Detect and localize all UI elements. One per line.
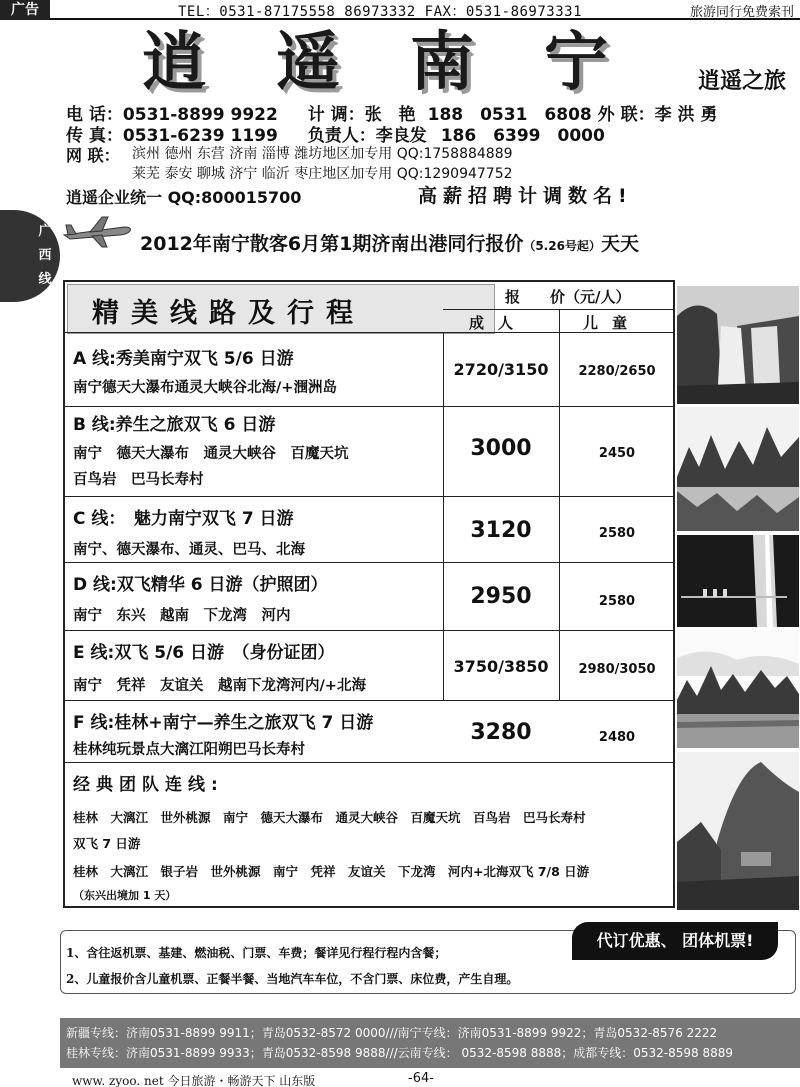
- promo-badge: 代订优惠、 团体机票!: [572, 922, 778, 960]
- side-tab-char: 西: [38, 248, 52, 263]
- hiring-notice: 高薪招聘计调数名!: [418, 185, 633, 207]
- child-price: 2450: [598, 446, 636, 461]
- night-waterfall-photo: [677, 535, 799, 627]
- operator-phone: 188 0531 6808: [427, 105, 592, 125]
- operator-name: 张 艳: [364, 105, 416, 125]
- divider: [65, 762, 675, 763]
- footer-line: 新疆专线：济南0531-8899 9911；青岛0532-8572 0000///南宁专线：济南0531-8899 9922；青岛0532-8576 2222: [66, 1026, 718, 1040]
- route-desc: 南宁、德天瀑布、通灵、巴马、北海: [73, 542, 305, 558]
- manager-phone: 186 6399 0000: [440, 126, 605, 146]
- fax-number: 0531-6239 1199: [122, 126, 278, 146]
- route-title: E 线:双飞 5/6 日游 （身份证团）: [73, 643, 335, 663]
- route-title: A 线:秀美南宁双飞 5/6 日游: [73, 349, 294, 369]
- child-price: 2580: [598, 594, 636, 609]
- divider: [65, 700, 675, 701]
- network-line: 莱芜 泰安 聊城 济宁 临沂 枣庄地区加专用 QQ:1290947752: [132, 166, 513, 182]
- child-header: 儿童: [583, 314, 642, 332]
- brand-subtitle: 逍遥之旅: [697, 69, 786, 94]
- side-tab-char: 线: [38, 272, 52, 287]
- manager-label: 负责人：: [307, 126, 376, 146]
- classic-note: （东兴出境加 1 天）: [73, 889, 177, 902]
- classic-line: 桂林 大漓江 银子岩 世外桃源 南宁 凭祥 友谊关 下龙湾 河内+北海双飞 7/8 日游: [73, 864, 590, 879]
- adult-price: 2950: [470, 584, 532, 609]
- headline-tail: 天天: [600, 233, 639, 255]
- divider: [65, 562, 675, 563]
- external-name: 李 洪 勇: [654, 105, 718, 125]
- child-price: 2980/3050: [578, 662, 656, 677]
- divider: [65, 496, 675, 497]
- route-desc: 百鸟岩 巴马长寿村: [73, 472, 204, 488]
- karst-peaks-photo: [677, 630, 799, 748]
- price-header: 报 价（元/人）: [505, 288, 631, 306]
- route-title: D 线:双飞精华 6 日游（护照团）: [73, 575, 328, 595]
- operator-label: 计 调：: [307, 105, 365, 125]
- route-desc: 南宁德天大瀑布通灵大峡谷北海/+涠洲岛: [73, 380, 337, 396]
- adult-price: 3750/3850: [453, 657, 549, 676]
- child-price: 2280/2650: [578, 364, 656, 379]
- brand-header: [62, 24, 796, 100]
- divider: [443, 332, 444, 700]
- mountain-village-photo: [677, 752, 799, 910]
- adult-price: 3280: [470, 720, 532, 745]
- headline: [140, 229, 639, 256]
- fax-label: 传 真：: [66, 126, 123, 146]
- airplane-icon: [62, 213, 132, 249]
- footer-line: 桂林专线：济南0531-8899 9933；青岛0532-8598 9888///云南专线： 0532-8598 8888；成都专线：0532-8598 8889: [66, 1046, 733, 1060]
- divider: [65, 630, 675, 631]
- child-price: 2480: [598, 730, 636, 745]
- brand-title: 逍遥南宁: [142, 25, 678, 100]
- headline-text: 2012年南宁散客6月第1期济南出港同行报价: [140, 233, 524, 255]
- external-label: 外 联：: [597, 105, 655, 125]
- classic-tours-title: 经典团队连线:: [73, 775, 224, 795]
- adult-price: 2720/3150: [453, 360, 549, 379]
- topbar-right-text: 旅游同行免费索刊: [689, 5, 794, 20]
- manager-name: 李良发: [375, 126, 427, 146]
- net-label: 网 联：: [66, 146, 120, 165]
- child-price: 2580: [598, 526, 636, 541]
- top-ad-strip: [0, 0, 800, 20]
- adult-price: 3120: [470, 518, 532, 543]
- route-title: B 线:养生之旅双飞 6 日游: [73, 415, 276, 435]
- classic-line: 双飞 7 日游: [73, 836, 141, 851]
- route-desc: 南宁 东兴 越南 下龙湾 河内: [73, 608, 291, 624]
- side-tab-char: 广: [38, 224, 52, 239]
- network-line: 滨州 德州 东营 济南 淄博 潍坊地区加专用 QQ:1758884889: [132, 146, 513, 162]
- classic-line: 桂林 大漓江 世外桃源 南宁 德天大瀑布 通灵大峡谷 百魔天坑 百鸟岩 巴马长寿村: [73, 810, 586, 825]
- route-title: F 线:桂林+南宁—养生之旅双飞 7 日游: [73, 713, 374, 733]
- phone-label: 电 话：: [66, 105, 123, 125]
- table-title: 精美线路及行程: [92, 298, 365, 329]
- route-title: C 线： 魅力南宁双飞 7 日游: [73, 509, 294, 529]
- route-price-table: [63, 280, 675, 908]
- table-title-box: [67, 284, 495, 334]
- route-desc: 南宁 德天大瀑布 通灵大峡谷 百魔天坑: [73, 446, 349, 462]
- region-side-tab: [0, 210, 60, 302]
- topbar-contact: TEL：0531-87175558 86973332 FAX：0531-86973331: [178, 4, 583, 20]
- route-desc: 桂林纯玩景点大漓江阳朔巴马长寿村: [73, 742, 305, 758]
- page-number: -64-: [408, 1071, 434, 1086]
- waterfall-photo: [677, 286, 799, 404]
- phone-number: 0531-8899 9922: [122, 105, 278, 125]
- adult-price: 3000: [470, 436, 532, 461]
- adult-header: 成人: [469, 314, 528, 332]
- note-line: 2、儿童报价含儿童机票、正餐半餐、当地汽车车位，不含门票、床位费，产生自理。: [66, 972, 519, 986]
- qq-line: 逍遥企业统一 QQ:800015700: [66, 188, 302, 207]
- ad-tag: 广告: [0, 0, 50, 20]
- footer-url: www. zyoo. net 今日旅游・畅游天下 山东版: [72, 1074, 316, 1087]
- divider: [65, 332, 675, 333]
- divider: [65, 406, 675, 407]
- note-line: 1、含往返机票、基建、燃油税、门票、车费；餐详见行程行程内含餐；: [66, 946, 447, 960]
- karst-river-photo: [677, 407, 799, 531]
- headline-date: （5.26号起）: [523, 239, 601, 253]
- route-desc: 南宁 凭祥 友谊关 越南下龙湾河内/+北海: [73, 678, 366, 694]
